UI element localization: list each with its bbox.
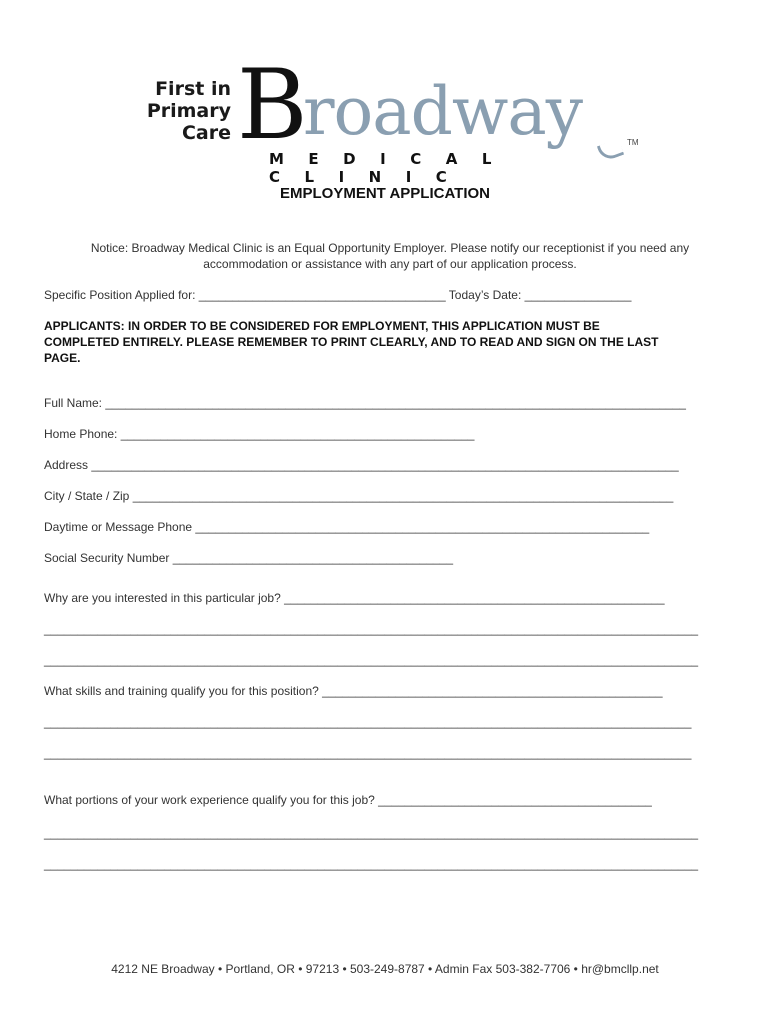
clinic-contact-footer: 4212 NE Broadway • Portland, OR • 97213 • 503-249-8787 • Admin Fax 503-382-7706 • hr@bmcllp.net: [111, 962, 659, 976]
logo-tagline-line: First in: [155, 78, 231, 100]
home-phone-field[interactable]: Home Phone: _____________________________________________________: [44, 427, 475, 441]
logo-subtitle: MEDICAL CLINIC: [269, 150, 516, 186]
logo-tagline: [137, 78, 231, 144]
city-state-zip-field[interactable]: City / State / Zip _________________________________________________________________________________: [44, 489, 674, 503]
interest-answer-line[interactable]: __________________________________________________________________________________________________: [44, 622, 699, 636]
experience-answer-line[interactable]: __________________________________________________________________________________________________: [44, 826, 699, 840]
skills-answer-line[interactable]: _________________________________________________________________________________________________: [44, 715, 692, 729]
skills-question[interactable]: What skills and training qualify you for this position? ___________________________________________________: [44, 684, 663, 698]
ssn-field[interactable]: Social Security Number __________________________________________: [44, 551, 454, 565]
logo-wordmark: roadway: [303, 73, 583, 150]
full-name-field[interactable]: Full Name: _______________________________________________________________________________________: [44, 396, 686, 410]
logo-wordmark-initial: B: [237, 49, 308, 161]
applicant-warning: APPLICANTS: IN ORDER TO BE CONSIDERED FOR EMPLOYMENT, THIS APPLICATION MUST BE COMPLETED ENTIRELY. PLEASE REMEMBER TO PRINT CLEARLY, AND TO READ AND SIGN ON THE LAST PAGE.: [44, 319, 659, 365]
logo-trademark: TM: [627, 138, 639, 147]
logo-tagline-line: Care: [181, 122, 231, 144]
page-title: EMPLOYMENT APPLICATION: [280, 185, 490, 202]
clinic-logo: [137, 49, 657, 186]
daytime-phone-field[interactable]: Daytime or Message Phone ____________________________________________________________________: [44, 520, 650, 534]
interest-answer-line[interactable]: __________________________________________________________________________________________________: [44, 653, 699, 667]
skills-answer-line[interactable]: _________________________________________________________________________________________________: [44, 746, 692, 760]
experience-question[interactable]: What portions of your work experience qualify you for this job? _________________________________________: [44, 793, 652, 807]
experience-answer-line[interactable]: __________________________________________________________________________________________________: [44, 857, 699, 871]
eeo-notice: Notice: Broadway Medical Clinic is an Equal Opportunity Employer. Please notify our receptionist if you need any accommodation or assistance with any part of our application process.: [90, 241, 690, 271]
position-date-line[interactable]: Specific Position Applied for: _____________________________________ Today’s Date: ________________: [44, 288, 632, 302]
interest-question[interactable]: Why are you interested in this particular job? _________________________________________________________: [44, 591, 665, 605]
logo-tagline-line: Primary: [146, 100, 231, 122]
address-field[interactable]: Address ________________________________________________________________________________________: [44, 458, 679, 472]
